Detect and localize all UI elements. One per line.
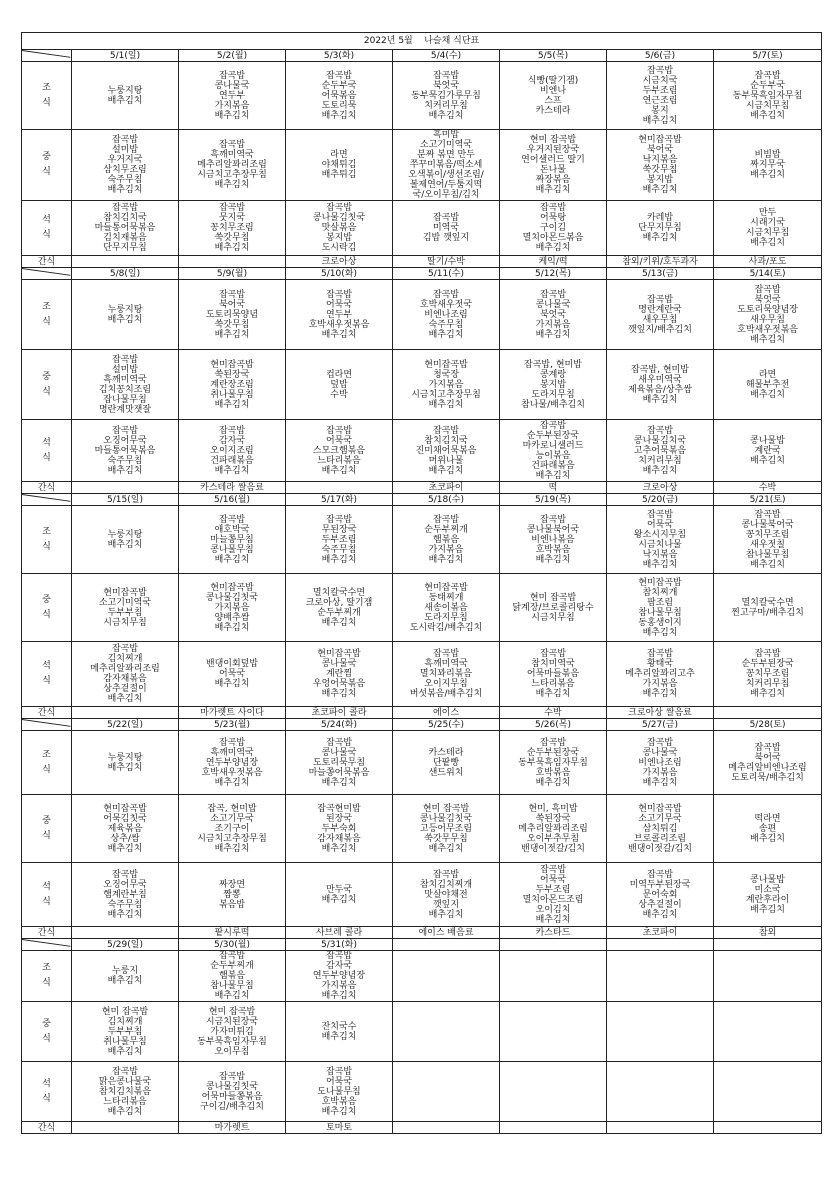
meal-schedule-table: [21, 32, 822, 1134]
date-cell: 5/24(화): [286, 719, 393, 731]
snack-cell: [393, 1122, 500, 1134]
snack-cell: 케익/떡: [500, 256, 607, 268]
snack-cell: 수박: [500, 707, 607, 719]
lunch-row: [22, 350, 822, 420]
breakfast-menu-cell: 잡곡밥 순두부찌개 햄볶음 가지볶음 배추김치: [393, 506, 500, 574]
dinner-label-text: 석식: [42, 215, 51, 240]
dinner-menu-cell: 잡곡밥 뭇지국 꽁치무조림 쑥갓무침 배추김치: [179, 201, 286, 256]
snack-cell: [607, 1122, 714, 1134]
lunch-menu-cell: [500, 1002, 607, 1062]
lunch-menu-cell: 현미잡곡밥 동태찌개 새송이볶음 도라지무침 도시락김/배추김치: [393, 574, 500, 642]
breakfast-row: [22, 731, 822, 795]
date-cell: 5/15(일): [72, 494, 179, 506]
lunch-menu-cell: [607, 1002, 714, 1062]
dinner-menu-cell: 잡곡밥 어묵탕 구이김 멸치아몬드볶음 배추김치: [500, 201, 607, 256]
snack-cell: [500, 1122, 607, 1134]
breakfast-menu-cell: 잡곡밥 콩나물북어국 꽁치무조림 새우젓칠 참나물무침 배추김치: [714, 506, 822, 574]
date-cell: 5/21(토): [714, 494, 822, 506]
breakfast-menu-cell: 누룽지 배추김치: [72, 951, 179, 1002]
date-cell: 5/5(목): [500, 50, 607, 62]
lunch-label: [22, 130, 72, 201]
date-row-corner: [22, 268, 72, 280]
date-cell: 5/1(일): [72, 50, 179, 62]
breakfast-menu-cell: [393, 951, 500, 1002]
lunch-menu-cell: 떡라면 송편 배추김치: [714, 795, 822, 863]
dinner-row: [22, 420, 822, 482]
lunch-menu-cell: 현미잡곡밥 쑥된장국 계란장조림 취나물무침 배추김치: [179, 350, 286, 420]
breakfast-label: [22, 731, 72, 795]
dinner-row: [22, 863, 822, 927]
breakfast-row: [22, 951, 822, 1002]
date-row-corner: [22, 719, 72, 731]
breakfast-menu-cell: 잡곡밥 콩나물국 도토리묵무침 마늘쫑어묵볶음 배추김치: [286, 731, 393, 795]
dinner-label-text: 석식: [42, 1078, 51, 1104]
lunch-label: [22, 1002, 72, 1062]
dinner-menu-cell: 잡곡밥 콩나물김칫국 맛살볶음 봉지밥 도시락김: [286, 201, 393, 256]
date-cell: 5/4(수): [393, 50, 500, 62]
lunch-row: [22, 574, 822, 642]
breakfast-row: [22, 506, 822, 574]
breakfast-menu-cell: 잡곡밥 호박새우젓국 비엔나조림 숙주무침 배추김치: [393, 280, 500, 350]
lunch-menu-cell: 현미 잡곡밥 김치찌개 두부부침 취나물무침 배추김치: [72, 1002, 179, 1062]
date-cell: 5/7(토): [714, 50, 822, 62]
breakfast-menu-cell: 잡곡밥 시금치국 두부조림 연근조림 봉지 배추김치: [607, 62, 714, 130]
lunch-menu-cell: 현미 잡곡밥 닭계장/브로콜리탕수 시금치무침: [500, 574, 607, 642]
date-row: [22, 719, 822, 731]
breakfast-label-text: 조식: [42, 963, 51, 988]
breakfast-menu-cell: 잡곡밥 어묵국 연두부 호박새우젓볶음 배추김치: [286, 280, 393, 350]
snack-cell: 크로아상: [286, 256, 393, 268]
dinner-menu-cell: 밴댕이회덮밥 어묵국 배추김치: [179, 642, 286, 707]
date-row: [22, 50, 822, 62]
dinner-label: [22, 642, 72, 707]
dinner-row: [22, 201, 822, 256]
dinner-menu-cell: 잡곡밥 참치김치국 마들통어묵볶음 김치재볶음 단무지무침: [72, 201, 179, 256]
dinner-menu-cell: 잡곡밥 김치찌개 메추리알꽈리조림 감자채볶음 상추겉절이 배추김치: [72, 642, 179, 707]
lunch-row: [22, 130, 822, 201]
lunch-menu-cell: 현미 잡곡밥 콩나물김칫국 고등어무조림 쑥갓무무침 배추김치: [393, 795, 500, 863]
snack-cell: 크로아상 쌀음료: [607, 707, 714, 719]
date-cell: 5/30(월): [179, 939, 286, 951]
lunch-menu-cell: 현미잡곡밥 어묵김칫국 제육볶음 상추/쌈 배추김치: [72, 795, 179, 863]
date-cell: 5/12(목): [500, 268, 607, 280]
breakfast-menu-cell: 카스테라 단팥빵 샌드위치: [393, 731, 500, 795]
date-cell: 5/27(금): [607, 719, 714, 731]
breakfast-menu-cell: 잡곡밥 흑깨미역국 연두부양념장 호박새우젓볶음 배추김치: [179, 731, 286, 795]
date-cell: [714, 939, 822, 951]
date-row-corner: [22, 50, 72, 62]
dinner-label-text: 석식: [42, 661, 51, 686]
date-cell: 5/11(수): [393, 268, 500, 280]
lunch-row: [22, 1002, 822, 1062]
snack-label: 간식: [22, 256, 72, 268]
lunch-menu-cell: 잡곡밥 설미밥 우거지국 삼치무조림 숙주무침 배추김치: [72, 130, 179, 201]
dinner-menu-cell: 카레밥 단무지무침 배추김치: [607, 201, 714, 256]
date-cell: 5/18(수): [393, 494, 500, 506]
breakfast-menu-cell: [607, 951, 714, 1002]
lunch-menu-cell: 현미 잡곡밥 우거지된장국 연어샐러드 딸기 돈나물 짜장볶음 배추김치: [500, 130, 607, 201]
dinner-menu-cell: 잡곡밥 맑은콩나물국 참치김치볶음 느타리볶음 배추김치: [72, 1062, 179, 1122]
snack-cell: [72, 927, 179, 939]
date-cell: 5/17(화): [286, 494, 393, 506]
date-row: [22, 939, 822, 951]
breakfast-menu-cell: 잡곡밥 감자국 연두부양념장 가지볶음 배추김치: [286, 951, 393, 1002]
lunch-menu-cell: 현미잡곡밥 청국장 가지볶음 시금치고추장무침 배추김치: [393, 350, 500, 420]
breakfast-menu-cell: 잡곡밥 순두부국 어묵볶음 도토리묵 배추김치: [286, 62, 393, 130]
snack-row: [22, 482, 822, 494]
breakfast-label: [22, 506, 72, 574]
breakfast-menu-cell: 잡곡밥 콩나물국 연두부 가지볶음 배추김치: [179, 62, 286, 130]
dinner-menu-cell: 잡곡밥 순두부된장국 마카로니샐러드 능이볶음 건파래볶음 배추김치: [500, 420, 607, 482]
dinner-menu-cell: 잡곡밥 참치미역국 어묵마들볶음 느타리볶음 배추김치: [500, 642, 607, 707]
breakfast-menu-cell: 잡곡밥 북어국 메추리알비엔나조림 도토리묵/배추김치: [714, 731, 822, 795]
snack-label: 간식: [22, 707, 72, 719]
dinner-menu-cell: 잡곡밥 어묵국 두부조림 멸치아몬드조림 오이김치 배추김치: [500, 863, 607, 927]
lunch-label: [22, 574, 72, 642]
dinner-menu-cell: 잡곡밥 오징어무국 햄계란부침 숙주무침 배추김치: [72, 863, 179, 927]
date-cell: 5/8(일): [72, 268, 179, 280]
dinner-menu-cell: [393, 1062, 500, 1122]
breakfast-menu-cell: 잡곡밥 무된장국 두부조림 숙주무침 배추김치: [286, 506, 393, 574]
snack-cell: [714, 1122, 822, 1134]
snack-cell: 에이스: [393, 707, 500, 719]
breakfast-label: [22, 62, 72, 130]
date-row: [22, 494, 822, 506]
breakfast-menu-cell: 잡곡밥 북엇국 도토리묵양념장 새우무침 호박새우젓볶음 배추김치: [714, 280, 822, 350]
snack-cell: 초코파이 콜라: [286, 707, 393, 719]
lunch-menu-cell: 현미, 흑미밥 쑥된장국 메추리알꽈리조림 오이부추무침 밴댕이젓갈/김치: [500, 795, 607, 863]
date-cell: 5/13(금): [607, 268, 714, 280]
page-title: 2022년 5월 나슬채 식단표: [22, 33, 822, 50]
breakfast-menu-cell: 잡곡밥 순두부찌개 햄볶음 참나물무침 배추김치: [179, 951, 286, 1002]
snack-cell: 사과/포도: [714, 256, 822, 268]
dinner-menu-cell: [500, 1062, 607, 1122]
lunch-menu-cell: 멸치칼국수면 크로아상, 딸기잼 순두부찌개 배추김치: [286, 574, 393, 642]
snack-label: 간식: [22, 482, 72, 494]
snack-row: [22, 256, 822, 268]
dinner-menu-cell: 짜장면 짬뽕 볶음밥: [179, 863, 286, 927]
snack-cell: 카스테라 쌀음료: [179, 482, 286, 494]
dinner-menu-cell: [607, 1062, 714, 1122]
lunch-label: [22, 795, 72, 863]
snack-cell: 딸기/수박: [393, 256, 500, 268]
breakfast-label-text: 조식: [42, 301, 51, 327]
snack-label: 간식: [22, 1122, 72, 1134]
dinner-label: [22, 863, 72, 927]
date-cell: 5/6(금): [607, 50, 714, 62]
dinner-menu-cell: 만두 시래기국 시금치무침 배추김치: [714, 201, 822, 256]
snack-cell: 수박: [714, 482, 822, 494]
dinner-label: [22, 420, 72, 482]
lunch-menu-cell: 라면 해물부추전 배추김치: [714, 350, 822, 420]
dinner-row: [22, 1062, 822, 1122]
dinner-row: [22, 642, 822, 707]
breakfast-menu-cell: 잡곡밥 북엇국 동부묵김가루무침 치커리무침 배추김치: [393, 62, 500, 130]
snack-cell: [714, 707, 822, 719]
snack-row: [22, 927, 822, 939]
snack-cell: 참외/키위/호두과자: [607, 256, 714, 268]
date-cell: 5/23(월): [179, 719, 286, 731]
dinner-menu-cell: 콩나물밥 미소국 계란후라이 배추김치: [714, 863, 822, 927]
date-cell: 5/26(목): [500, 719, 607, 731]
lunch-menu-cell: 현미잡곡밥 소고기무국 삼치튀김 브로콜리조림 밴댕이젓갈/김치: [607, 795, 714, 863]
date-cell: [500, 939, 607, 951]
snack-cell: 초코파이: [393, 482, 500, 494]
breakfast-menu-cell: [714, 951, 822, 1002]
date-cell: 5/31(화): [286, 939, 393, 951]
breakfast-menu-cell: 잡곡밥 콩나물국 비엔나조림 가지볶음 배추김치: [607, 731, 714, 795]
breakfast-menu-cell: 잡곡밥 순두부국 동부묵흑임자무침 시금치무침 배추김치: [714, 62, 822, 130]
dinner-menu-cell: 잡곡밥 감자국 오이지조림 건파래볶음 배추김치: [179, 420, 286, 482]
breakfast-label-text: 조식: [42, 749, 51, 775]
dinner-menu-cell: 현미잡곡밥 콩나물국 계란찜 우엉어묵볶음 배추김치: [286, 642, 393, 707]
breakfast-menu-cell: 잡곡밥 순두부된장국 동부묵흑임자무침 호박볶음 배추김치: [500, 731, 607, 795]
dinner-label-text: 석식: [42, 881, 51, 907]
lunch-menu-cell: 현미잡곡밥 참치찌개 팝조림 참나물무침 동홍생이지 배추김치: [607, 574, 714, 642]
snack-cell: 사브레 콜라: [286, 927, 393, 939]
date-cell: 5/19(목): [500, 494, 607, 506]
dinner-menu-cell: 잡곡밥 어묵국 스모크햄볶음 느타리볶음 배추김치: [286, 420, 393, 482]
dinner-label-text: 석식: [42, 437, 51, 463]
lunch-menu-cell: 현미잡곡밥 소고기미역국 두부부침 시금치무침: [72, 574, 179, 642]
date-cell: 5/2(월): [179, 50, 286, 62]
lunch-label-text: 중식: [42, 371, 51, 397]
dinner-menu-cell: 잡곡밥 미역두부된장국 문어숙회 상추겉절이 배추김치: [607, 863, 714, 927]
snack-cell: [72, 256, 179, 268]
snack-row: [22, 707, 822, 719]
breakfast-menu-cell: 식빵(딸기잼) 비엔나 스프 카스테라: [500, 62, 607, 130]
snack-cell: [72, 707, 179, 719]
dinner-menu-cell: [714, 1062, 822, 1122]
date-cell: 5/25(수): [393, 719, 500, 731]
lunch-menu-cell: 잡곡밥, 현미밥 콩계랑 봉지밥 도라지무침 참나물/배추김치: [500, 350, 607, 420]
lunch-row: [22, 795, 822, 863]
date-cell: 5/29(일): [72, 939, 179, 951]
snack-cell: 크로아상: [607, 482, 714, 494]
dinner-menu-cell: 잡곡밥 참치김치찌개 맛살야채전 깻잎지 배추김치: [393, 863, 500, 927]
lunch-menu-cell: 현미잡곡밥 콩나물김칫국 가지볶음 양배추쌈 배추김치: [179, 574, 286, 642]
dinner-label: [22, 1062, 72, 1122]
date-cell: 5/14(토): [714, 268, 822, 280]
title-row: [22, 33, 822, 50]
breakfast-label-text: 조식: [42, 526, 51, 552]
date-cell: 5/22(일): [72, 719, 179, 731]
dinner-menu-cell: 잡곡밥 흑깨미역국 멸치꽈리볶음 오이지무침 버섯볶음/배추김치: [393, 642, 500, 707]
date-cell: 5/28(토): [714, 719, 822, 731]
lunch-menu-cell: 멸치칼국수면 찐고구마/배추김치: [714, 574, 822, 642]
snack-cell: 카스타드: [500, 927, 607, 939]
snack-cell: 참외: [714, 927, 822, 939]
snack-cell: 마가렛트: [179, 1122, 286, 1134]
lunch-menu-cell: 현미 잡곡밥 시금치된장국 가자미튀김 동부묵흑임자무침 오이무침: [179, 1002, 286, 1062]
snack-cell: [286, 482, 393, 494]
snack-cell: 초코파이: [607, 927, 714, 939]
breakfast-menu-cell: [500, 951, 607, 1002]
lunch-menu-cell: 잡곡, 현미밥 소고기무국 조기구이 시금치고추장무침 배추김치: [179, 795, 286, 863]
breakfast-menu-cell: 누룽지탕 배추김치: [72, 731, 179, 795]
lunch-menu-cell: 흑미밥 소고기미역국 분짜 볶면 만두 쭈꾸미볶음/떡소세 오색볶이/생선조림/ 볼제연어/두툼지떡 국/오이무침/김치: [393, 130, 500, 201]
lunch-menu-cell: 라면 야채튀김 배추튀김: [286, 130, 393, 201]
snack-cell: 에이스 배음료: [393, 927, 500, 939]
lunch-menu-cell: [393, 1002, 500, 1062]
dinner-menu-cell: 잡곡밥 순두부된장국 꽁치무조림 치커리무침 배추김치: [714, 642, 822, 707]
breakfast-label: [22, 280, 72, 350]
dinner-menu-cell: 잡곡밥 참치김치국 진미채어묵볶음 머위나물 배추김치: [393, 420, 500, 482]
breakfast-menu-cell: 잡곡밥 어묵국 왕소시지무침 시금치나물 낙지볶음 배추김치: [607, 506, 714, 574]
dinner-menu-cell: 잡곡밥 미역국 김밥 깻잎지: [393, 201, 500, 256]
date-cell: [393, 939, 500, 951]
breakfast-menu-cell: 잡곡밥 북어국 도토리묵양념 쑥갓무침 배추김치: [179, 280, 286, 350]
date-row-corner: [22, 494, 72, 506]
breakfast-menu-cell: 잡곡밥 콩나물국 북엇국 가지볶음 배추김치: [500, 280, 607, 350]
snack-cell: [72, 1122, 179, 1134]
lunch-menu-cell: 잡곡밥 흑깨미역국 메추리알꽈리조림 시금치고추장무침 배추김치: [179, 130, 286, 201]
lunch-menu-cell: 비빔밥 짜지무국 배추김치: [714, 130, 822, 201]
breakfast-label-text: 조식: [42, 82, 51, 108]
lunch-menu-cell: 컵라면 덮밥 수박: [286, 350, 393, 420]
breakfast-menu-cell: 누룽지탕 배추김치: [72, 62, 179, 130]
breakfast-menu-cell: 잡곡밥 애호박국 마늘쫑무침 콩나물무침 배추김치: [179, 506, 286, 574]
lunch-menu-cell: 잡곡현미밥 된장국 두부숙회 감자채볶음 배추김치: [286, 795, 393, 863]
dinner-menu-cell: 만두국 배추김치: [286, 863, 393, 927]
dinner-menu-cell: 잡곡밥 콩나물김칫국 어묵마들쫑볶음 구이김/배추김치: [179, 1062, 286, 1122]
lunch-menu-cell: [714, 1002, 822, 1062]
breakfast-row: [22, 62, 822, 130]
dinner-menu-cell: 잡곡밥 콩나물김치국 고추어묵볶음 치커리무침 배추김치: [607, 420, 714, 482]
date-cell: [607, 939, 714, 951]
lunch-menu-cell: 현미잡곡밥 북어국 낙지볶음 쑥갓무침 봉지밥 배추김치: [607, 130, 714, 201]
lunch-label-text: 중식: [42, 152, 51, 177]
breakfast-menu-cell: 누룽지탕 배추김치: [72, 506, 179, 574]
lunch-label-text: 중식: [42, 594, 51, 620]
lunch-menu-cell: 잡곡밥 설미밥 흑깨미역국 김치꽁치조림 잡나물무침 명란계맛잿잘: [72, 350, 179, 420]
lunch-menu-cell: 잔치국수 배추김치: [286, 1002, 393, 1062]
breakfast-label: [22, 951, 72, 1002]
snack-cell: [179, 256, 286, 268]
dinner-menu-cell: 콩나물밥 계란국 배추김치: [714, 420, 822, 482]
snack-cell: [72, 482, 179, 494]
date-cell: 5/16(월): [179, 494, 286, 506]
date-row: [22, 268, 822, 280]
snack-cell: 토마토: [286, 1122, 393, 1134]
date-row-corner: [22, 939, 72, 951]
breakfast-row: [22, 280, 822, 350]
lunch-menu-cell: 잡곡밥, 현미밥 새우미역국 제육볶음/상추쌈 배추김치: [607, 350, 714, 420]
snack-cell: 마가렛트 사이다: [179, 707, 286, 719]
lunch-label: [22, 350, 72, 420]
dinner-label: [22, 201, 72, 256]
snack-row: [22, 1122, 822, 1134]
lunch-label-text: 중식: [42, 1018, 51, 1044]
snack-cell: 팥시루떡: [179, 927, 286, 939]
snack-cell: 떡: [500, 482, 607, 494]
date-cell: 5/9(월): [179, 268, 286, 280]
snack-label: 간식: [22, 927, 72, 939]
dinner-menu-cell: 잡곡밥 어묵국 도나물무침 호박볶음 배추김치: [286, 1062, 393, 1122]
breakfast-menu-cell: 누룽지탕 배추김치: [72, 280, 179, 350]
breakfast-menu-cell: 잡곡밥 콩나물북어국 비엔나볶음 호박볶음 배추김치: [500, 506, 607, 574]
dinner-menu-cell: 잡곡밥 황태국 메추리알꽈리고추 가지볶음 배추김치: [607, 642, 714, 707]
lunch-label-text: 중식: [42, 815, 51, 841]
date-cell: 5/3(화): [286, 50, 393, 62]
date-cell: 5/20(금): [607, 494, 714, 506]
date-cell: 5/10(화): [286, 268, 393, 280]
breakfast-menu-cell: 잡곡밥 명란계란국 새우무침 깻잎지/배추김치: [607, 280, 714, 350]
dinner-menu-cell: 잡곡밥 오징어무국 마들통어묵볶음 숙주무침 배추김치: [72, 420, 179, 482]
